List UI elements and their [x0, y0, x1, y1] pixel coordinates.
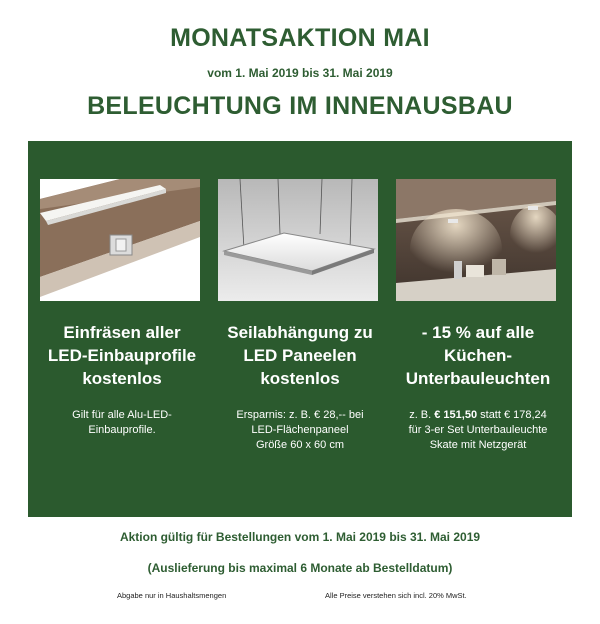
offer-heading-line: - 15 % auf alle: [421, 323, 535, 342]
offer-description: [34, 408, 210, 438]
original-price: statt € 178,24: [477, 409, 547, 421]
kitchen-lights-photo: [396, 179, 556, 301]
led-profile-photo: [40, 179, 200, 301]
led-panel-photo: [218, 179, 378, 301]
offer-price-line: [390, 408, 566, 423]
offer-heading-line: Küchen-: [444, 346, 512, 365]
offer-description: [390, 408, 566, 453]
offers-panel: [28, 141, 572, 517]
offer-heading-line: kostenlos: [82, 369, 162, 388]
offer-text-line: LED-Flächenpaneel: [251, 424, 349, 436]
offer-heading-line: Unterbauleuchten: [405, 369, 551, 388]
offer-heading: [34, 321, 210, 390]
headline: BELEUCHTUNG IM INNENAUSBAU: [87, 92, 513, 120]
offer-text-line: Einbauprofile.: [88, 424, 156, 436]
offer-heading-line: LED-Einbauprofile: [47, 346, 197, 365]
offer-text-line: Skate mit Netzgerät: [429, 439, 527, 451]
validity-note: Aktion gültig für Bestellungen vom 1. Mai 2019 bis 31. Mai 2019: [119, 530, 481, 544]
offer-text-line: Gilt für alle Alu-LED-: [72, 409, 172, 421]
date-range: vom 1. Mai 2019 bis 31. Mai 2019: [207, 66, 393, 80]
offer-card-panel-suspension: [212, 141, 388, 517]
offer-text-line: Größe 60 x 60 cm: [255, 439, 345, 451]
delivery-note: (Auslieferung bis maximal 6 Monate ab Bestelldatum): [147, 561, 453, 575]
vat-note: Alle Preise verstehen sich incl. 20% MwSt.: [325, 591, 467, 600]
offer-heading-line: LED Paneelen: [243, 346, 357, 365]
offer-text-line: für 3-er Set Unterbauleuchte: [408, 424, 548, 436]
quantity-note: Abgabe nur in Haushaltsmengen: [117, 591, 227, 600]
price-prefix: z. B.: [409, 409, 435, 421]
sale-price: € 151,50: [434, 409, 478, 421]
offer-card-kitchen-lights: [390, 141, 566, 517]
offer-text-line: Ersparnis: z. B. € 28,-- bei: [236, 409, 364, 421]
offer-heading: [212, 321, 388, 390]
offer-heading-line: kostenlos: [260, 369, 340, 388]
offer-heading: [390, 321, 566, 390]
offer-heading-line: Seilabhängung zu: [227, 323, 373, 342]
offer-description: [212, 408, 388, 453]
offer-card-led-profiles: [34, 141, 210, 517]
page-title: MONATSAKTION MAI: [170, 24, 430, 52]
offer-heading-line: Einfräsen aller: [63, 323, 181, 342]
